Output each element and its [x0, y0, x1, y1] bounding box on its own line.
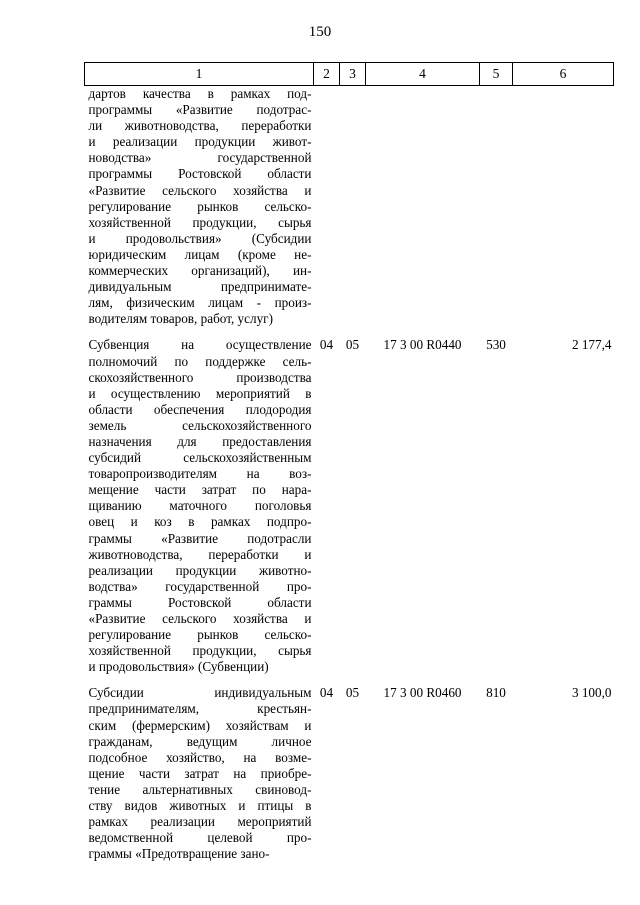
header-col-1: 1 — [85, 63, 314, 86]
header-col-6: 6 — [513, 63, 614, 86]
description-line: субсидий сельскохозяйственным — [88, 450, 312, 466]
description-line: щение части затрат на приобре- — [88, 765, 312, 781]
header-row — [85, 63, 614, 86]
description-line: водителям товаров, работ, услуг) — [88, 311, 273, 327]
table-row — [85, 337, 614, 685]
description-line: программы Ростовской области — [88, 166, 312, 182]
header-col-5: 5 — [480, 63, 513, 86]
description-line: граммы Ростовской области — [88, 594, 312, 610]
description-line: гражданам, ведущим личное — [88, 733, 312, 749]
description-line: программы «Развитие подотрас- — [88, 102, 312, 118]
row-amount: 2 177,4 — [571, 337, 612, 353]
description-line: назначения для предоставления — [88, 433, 312, 449]
table-body — [85, 86, 614, 873]
header-col-3: 3 — [340, 63, 366, 86]
description-line: лям, физическим лицам - произ- — [88, 295, 312, 311]
description-line: и продовольствия» (Субвенции) — [88, 659, 269, 675]
description-line: подсобное хозяйство, на возме- — [88, 749, 312, 765]
description-line: регулирование рынков сельско- — [88, 198, 312, 214]
row-amount: 3 100,0 — [571, 685, 612, 701]
page-number: 150 — [308, 24, 332, 40]
description-line: Субвенция на осуществление — [88, 337, 312, 353]
row-section-code — [314, 86, 340, 338]
row-expense-type — [480, 86, 513, 338]
description-line: товаропроизводителям на воз- — [88, 466, 312, 482]
description-line: мещение части затрат по нара- — [88, 482, 312, 498]
row-section-code: 04 — [319, 337, 334, 353]
row-target-article: 17 3 00 R0440 — [383, 337, 462, 353]
table-row — [85, 86, 614, 338]
header-col-4: 4 — [366, 63, 480, 86]
row-section-code: 04 — [319, 685, 334, 701]
row-target-article: 17 3 00 R0460 — [383, 685, 462, 701]
description-line: ли животноводства, переработки — [88, 118, 312, 134]
header-col-2: 2 — [314, 63, 340, 86]
description-line: «Развитие сельского хозяйства и — [88, 611, 312, 626]
description-line: и осуществлению мероприятий в — [88, 385, 312, 401]
description-line: регулирование рынков сельско- — [88, 627, 312, 643]
row-subsection-code — [340, 86, 366, 338]
description-line: ведомственной целевой про- — [88, 830, 312, 846]
description-line: ству видов животных и птицы в — [88, 798, 312, 814]
description-line: ским (фермерским) хозяйствам и — [88, 717, 312, 733]
row-subsection-code: 05 — [345, 337, 360, 353]
description-line: области обеспечения плодородия — [88, 401, 312, 417]
description-line: граммы «Развитие подотрасли — [88, 530, 312, 546]
description-line: овец и коз в рамках подпро- — [88, 514, 312, 530]
row-amount — [513, 86, 614, 338]
description-line: граммы «Предотвращение зано- — [88, 846, 270, 862]
description-line: хозяйственной продукции, сырья — [88, 643, 312, 659]
description-line: коммерческих организаций), ин- — [88, 263, 312, 279]
description-line: реализации продукции животно- — [88, 562, 312, 578]
description-line: земель сельскохозяйственного — [88, 417, 312, 433]
row-description — [85, 337, 314, 685]
description-line: и продовольствия» (Субсидии — [88, 230, 312, 246]
row-description — [85, 86, 314, 338]
row-expense-type: 530 — [486, 337, 506, 353]
row-expense-type: 810 — [486, 685, 506, 701]
description-line: животноводства, переработки и — [88, 546, 312, 562]
description-line: дивидуальным предпринимате- — [88, 279, 312, 295]
description-line: рамках реализации мероприятий — [88, 814, 312, 830]
description-line: водства» государственной про- — [88, 578, 312, 594]
description-line: скохозяйственного производства — [88, 369, 312, 385]
description-line: новодства» государственной — [88, 150, 312, 166]
description-line: тение альтернативных свиновод- — [88, 781, 312, 797]
description-line: щиванию маточного поголовья — [88, 498, 312, 514]
description-line: полномочий по поддержке сель- — [88, 353, 312, 369]
description-line: дартов качества в рамках под- — [88, 86, 312, 101]
table-header — [85, 63, 614, 86]
description-line: Субсидии индивидуальным — [88, 685, 312, 701]
budget-table — [84, 62, 614, 872]
description-line: предпринимателям, крестьян- — [88, 701, 312, 717]
row-subsection-code: 05 — [345, 685, 360, 701]
description-line: юридическим лицам (кроме не- — [88, 246, 312, 262]
row-target-article — [366, 86, 480, 338]
table-row — [85, 685, 614, 872]
description-line: «Развитие сельского хозяйства и — [88, 182, 312, 198]
row-description — [85, 685, 314, 872]
description-line: хозяйственной продукции, сырья — [88, 214, 312, 230]
description-line: и реализации продукции живот- — [88, 134, 312, 150]
